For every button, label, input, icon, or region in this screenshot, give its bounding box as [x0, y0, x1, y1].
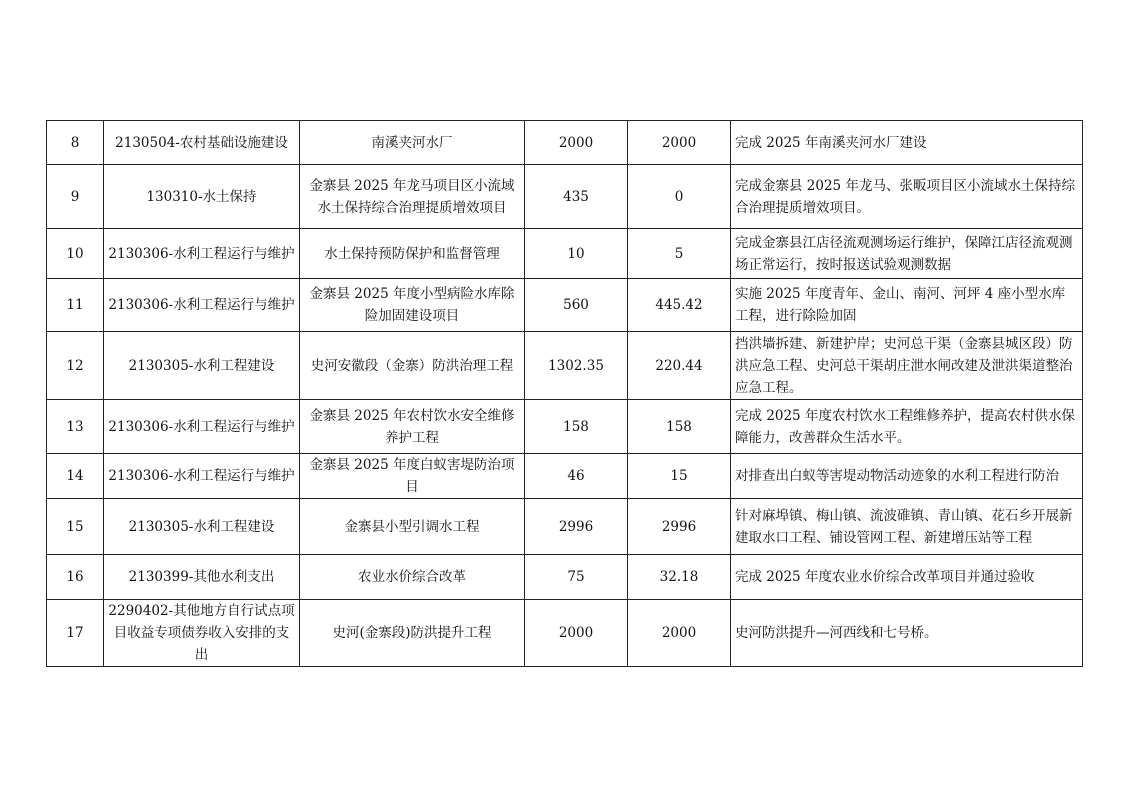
amount2-cell: 32.18 [628, 555, 731, 600]
row-number: 16 [47, 555, 104, 600]
row-number: 12 [47, 332, 104, 400]
project-name-cell: 金寨县 2025 年农村饮水安全维修养护工程 [300, 400, 525, 454]
amount1-cell: 2000 [525, 121, 628, 165]
amount1-cell: 560 [525, 279, 628, 332]
description-text: 针对麻埠镇、梅山镇、流波碓镇、青山镇、花石乡开展新建取水口工程、铺设管网工程、新建增压站等工程 [735, 507, 1073, 546]
description-cell: 挡洪墙拆建、新建护岸；史河总干渠（金寨县城区段）防洪应急工程、史河总干渠胡庄泄水闸改建及泄洪渠道整治应急工程。 [731, 332, 1083, 400]
description-cell: 完成金寨县江店径流观测场运行维护，保障江店径流观测场正常运行，按时报送试验观测数据 [731, 229, 1083, 279]
category-cell: 2130399-其他水利支出 [104, 555, 300, 600]
description-cell: 对排查出白蚁等害堤动物活动迹象的水利工程进行防治 [731, 454, 1083, 499]
description-cell [731, 499, 1083, 555]
row-number: 11 [47, 279, 104, 332]
table-row [47, 229, 1083, 279]
row-number: 10 [47, 229, 104, 279]
row-number: 14 [47, 454, 104, 499]
table-row [47, 499, 1083, 555]
description-cell: 完成 2025 年度农村饮水工程维修养护，提高农村供水保障能力，改善群众生活水平。 [731, 400, 1083, 454]
row-number: 8 [47, 121, 104, 165]
amount1-cell: 10 [525, 229, 628, 279]
amount1-cell: 2996 [525, 499, 628, 555]
amount1-cell: 435 [525, 165, 628, 229]
table-row [47, 165, 1083, 229]
project-name-cell: 金寨县 2025 年龙马项目区小流域水土保持综合治理提质增效项目 [300, 165, 525, 229]
category-cell: 2130306-水利工程运行与维护 [104, 279, 300, 332]
amount2-cell: 445.42 [628, 279, 731, 332]
row-number: 17 [47, 600, 104, 667]
description-cell: 完成 2025 年南溪夹河水厂建设 [731, 121, 1083, 165]
amount1-cell: 158 [525, 400, 628, 454]
category-cell: 2130306-水利工程运行与维护 [104, 400, 300, 454]
category-cell: 2130504-农村基础设施建设 [104, 121, 300, 165]
category-cell: 2130305-水利工程建设 [104, 332, 300, 400]
row-number: 13 [47, 400, 104, 454]
amount2-cell: 2000 [628, 121, 731, 165]
amount1-cell: 2000 [525, 600, 628, 667]
category-cell: 2130305-水利工程建设 [104, 499, 300, 555]
table-row [47, 332, 1083, 400]
project-name-cell: 南溪夹河水厂 [300, 121, 525, 165]
table-row [47, 600, 1083, 667]
table-row [47, 121, 1083, 165]
amount2-cell: 5 [628, 229, 731, 279]
project-name-cell: 金寨县 2025 年度小型病险水库除险加固建设项目 [300, 279, 525, 332]
amount2-cell: 0 [628, 165, 731, 229]
row-number: 15 [47, 499, 104, 555]
description-cell: 完成金寨县 2025 年龙马、张畈项目区小流域水土保持综合治理提质增效项目。 [731, 165, 1083, 229]
amount1-cell: 1302.35 [525, 332, 628, 400]
amount2-cell: 15 [628, 454, 731, 499]
project-name-cell: 农业水价综合改革 [300, 555, 525, 600]
project-name-cell: 史河(金寨段)防洪提升工程 [300, 600, 525, 667]
category-cell: 2130306-水利工程运行与维护 [104, 229, 300, 279]
category-cell: 2130306-水利工程运行与维护 [104, 454, 300, 499]
budget-table [46, 120, 1083, 667]
amount2-cell: 158 [628, 400, 731, 454]
description-cell: 史河防洪提升—河西线和七号桥。 [731, 600, 1083, 667]
amount2-cell: 2000 [628, 600, 731, 667]
table-row [47, 279, 1083, 332]
amount2-cell: 2996 [628, 499, 731, 555]
table-row [47, 454, 1083, 499]
category-cell: 130310-水土保持 [104, 165, 300, 229]
row-number: 9 [47, 165, 104, 229]
project-name-cell: 水土保持预防保护和监督管理 [300, 229, 525, 279]
table-row [47, 555, 1083, 600]
description-cell: 完成 2025 年度农业水价综合改革项目并通过验收 [731, 555, 1083, 600]
project-name-cell: 金寨县 2025 年度白蚁害堤防治项目 [300, 454, 525, 499]
project-name-cell: 史河安徽段（金寨）防洪治理工程 [300, 332, 525, 400]
amount2-cell: 220.44 [628, 332, 731, 400]
table-row [47, 400, 1083, 454]
amount1-cell: 75 [525, 555, 628, 600]
description-cell: 实施 2025 年度青年、金山、南河、河坪 4 座小型水库工程，进行除险加固 [731, 279, 1083, 332]
category-cell: 2290402-其他地方自行试点项目收益专项债券收入安排的支出 [104, 600, 300, 667]
project-name-cell: 金寨县小型引调水工程 [300, 499, 525, 555]
amount1-cell: 46 [525, 454, 628, 499]
